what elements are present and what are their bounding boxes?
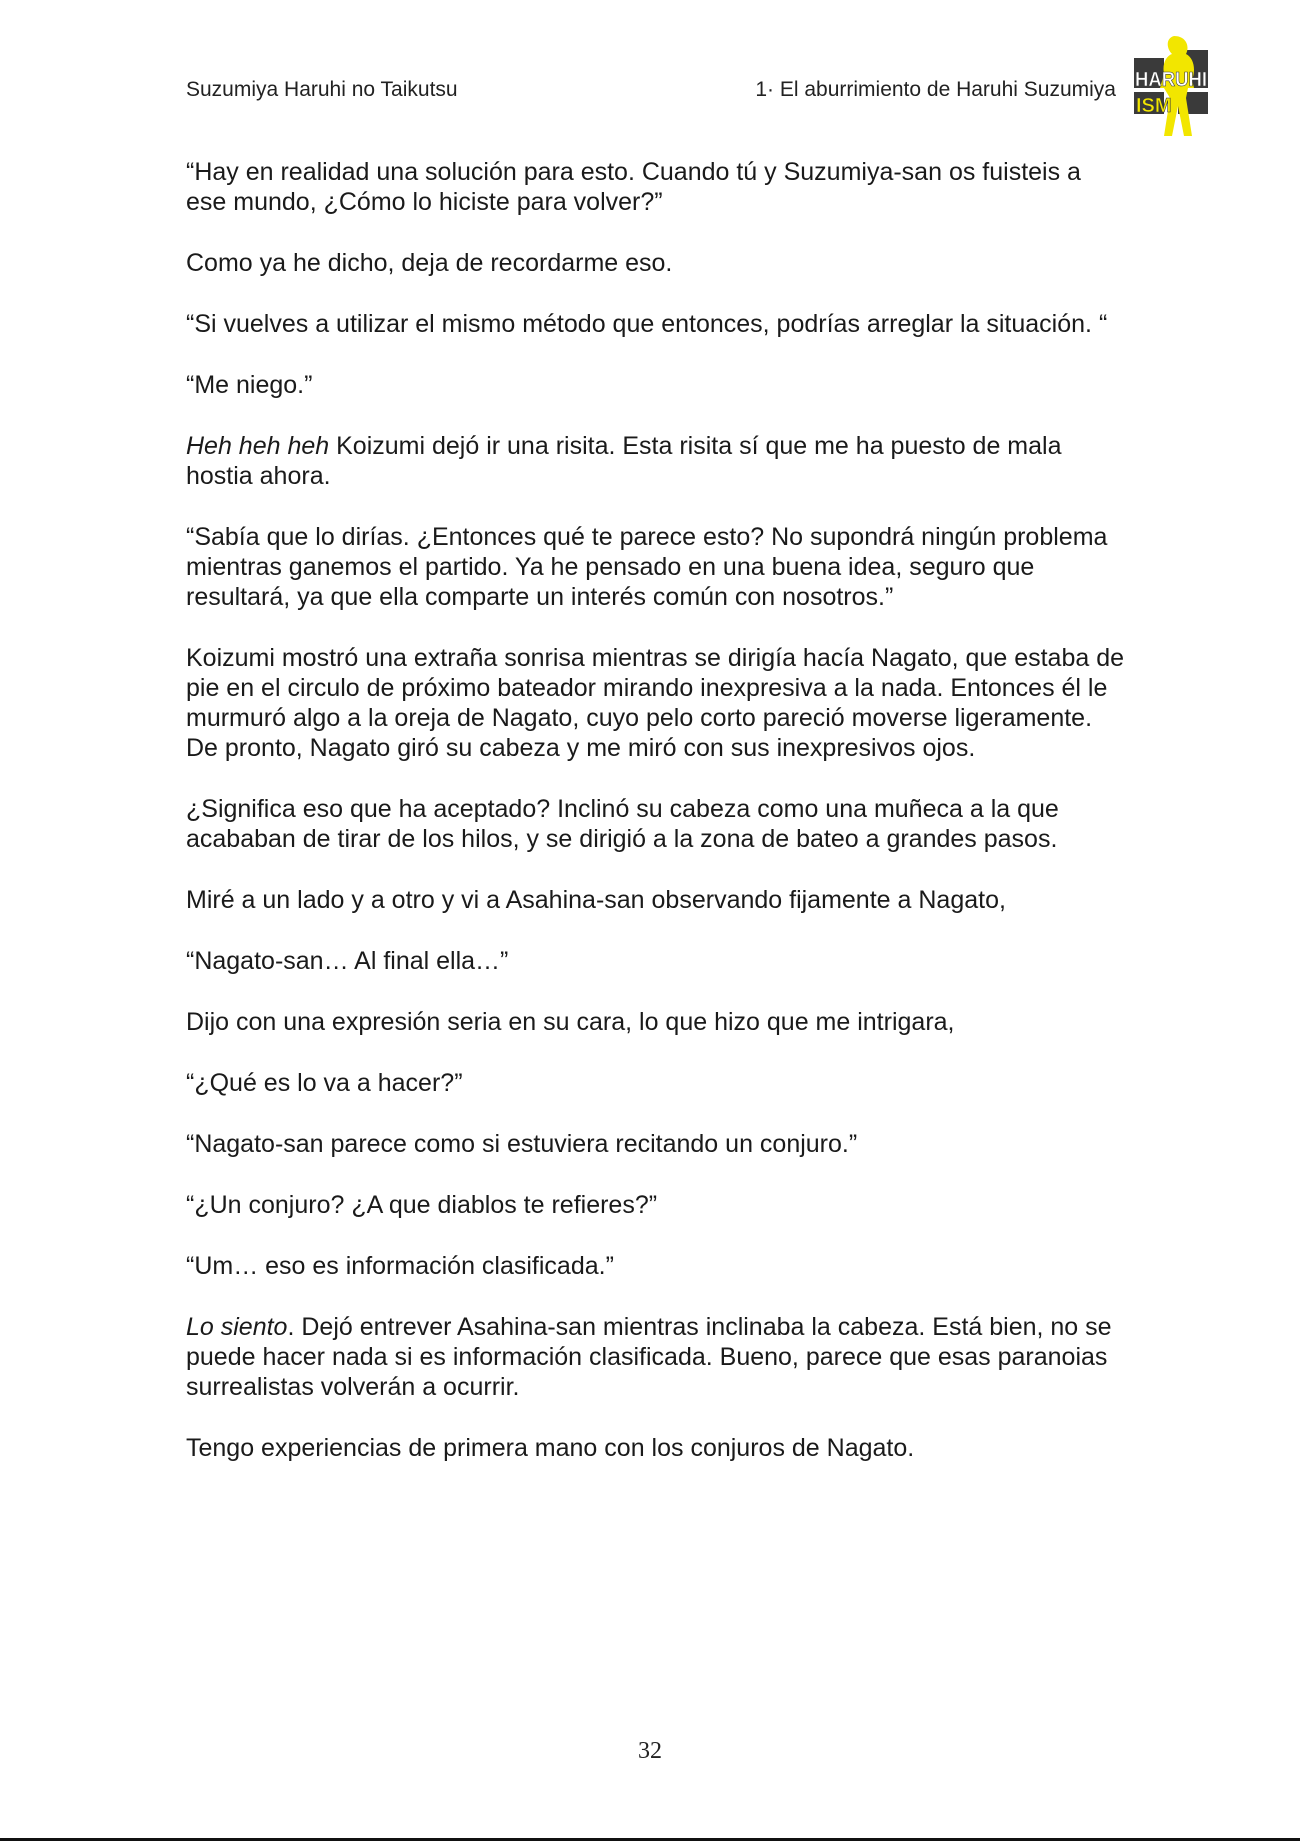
paragraph-text: Dijo con una expresión seria en su cara, lo que hizo que me intrigara, [186, 1008, 955, 1036]
paragraph-text: Miré a un lado y a otro y vi a Asahina-san observando fijamente a Nagato, [186, 886, 1006, 914]
paragraph-text: “Um… eso es información clasificada.” [186, 1252, 614, 1280]
paragraph [186, 1068, 1126, 1098]
paragraph [186, 309, 1126, 339]
paragraph-italic-lead: Heh heh heh [186, 432, 330, 460]
paragraph [186, 522, 1126, 612]
paragraph-text: Como ya he dicho, deja de recordarme eso. [186, 249, 673, 277]
paragraph-text: Koizumi dejó ir una risita. Esta risita sí que me ha puesto de mala hostia ahora. [186, 432, 1062, 490]
paragraph-text: Tengo experiencias de primera mano con los conjuros de Nagato. [186, 1434, 915, 1462]
header-book-title: Suzumiya Haruhi no Taikutsu [186, 78, 458, 101]
paragraph-text: “Hay en realidad una solución para esto. Cuando tú y Suzumiya-san os fuisteis a ese mundo, ¿Cómo lo hiciste para volver?” [186, 158, 1081, 216]
paragraph [186, 1190, 1126, 1220]
paragraph [186, 370, 1126, 400]
logo-line1-text: HARUHI [1135, 69, 1207, 91]
paragraph-text: “Si vuelves a utilizar el mismo método que entonces, podrías arreglar la situación. “ [186, 310, 1108, 338]
paragraph-text: “Me niego.” [186, 371, 313, 399]
paragraph [186, 1251, 1126, 1281]
paragraph-text: “Nagato-san… Al final ella…” [186, 947, 509, 975]
header-chapter-title: 1· El aburrimiento de Haruhi Suzumiya [755, 78, 1116, 101]
paragraph-text: ¿Significa eso que ha aceptado? Inclinó su cabeza como una muñeca a la que acababan de tirar de los hilos, y se dirigió a la zona de bateo a grandes pasos. [186, 795, 1059, 853]
page-number: 32 [638, 1738, 662, 1764]
paragraph [186, 431, 1126, 491]
paragraph-text: . Dejó entrever Asahina-san mientras inclinaba la cabeza. Está bien, no se puede hacer nada si es información clasificada. Bueno, parece que esas paranoias surrealistas volverán a ocurrir. [186, 1313, 1112, 1401]
paragraph [186, 157, 1126, 217]
logo-line2-text: ISM [1136, 95, 1172, 117]
paragraph-text: “¿Qué es lo va a hacer?” [186, 1069, 463, 1097]
paragraph [186, 643, 1126, 763]
paragraph [186, 1433, 1126, 1463]
haruhiism-logo-icon [1134, 36, 1208, 136]
paragraph [186, 794, 1126, 854]
paragraph [186, 1312, 1126, 1402]
paragraph-text: “Nagato-san parece como si estuviera recitando un conjuro.” [186, 1130, 858, 1158]
paragraph [186, 946, 1126, 976]
paragraph [186, 1007, 1126, 1037]
paragraph [186, 1129, 1126, 1159]
paragraph-italic-lead: Lo siento [186, 1313, 288, 1341]
paragraph [186, 885, 1126, 915]
body-text [186, 157, 1126, 1494]
paragraph-text: Koizumi mostró una extraña sonrisa mientras se dirigía hacía Nagato, que estaba de pie en el circulo de próximo bateador mirando inexpresiva a la nada. Entonces él le murmuró algo a la oreja de Nagato, cuyo pelo corto pareció moverse ligeramente. De pronto, Nagato giró su cabeza y me miró con sus inexpresivos ojos. [186, 644, 1125, 762]
paragraph-text: “¿Un conjuro? ¿A que diablos te refieres?” [186, 1191, 658, 1219]
paragraph-text: “Sabía que lo dirías. ¿Entonces qué te parece esto? No supondrá ningún problema mientras ganemos el partido. Ya he pensado en una buena idea, seguro que resultará, ya que ella comparte un interés común con nosotros.” [186, 523, 1108, 611]
paragraph [186, 248, 1126, 278]
bottom-rule [0, 1838, 1300, 1841]
